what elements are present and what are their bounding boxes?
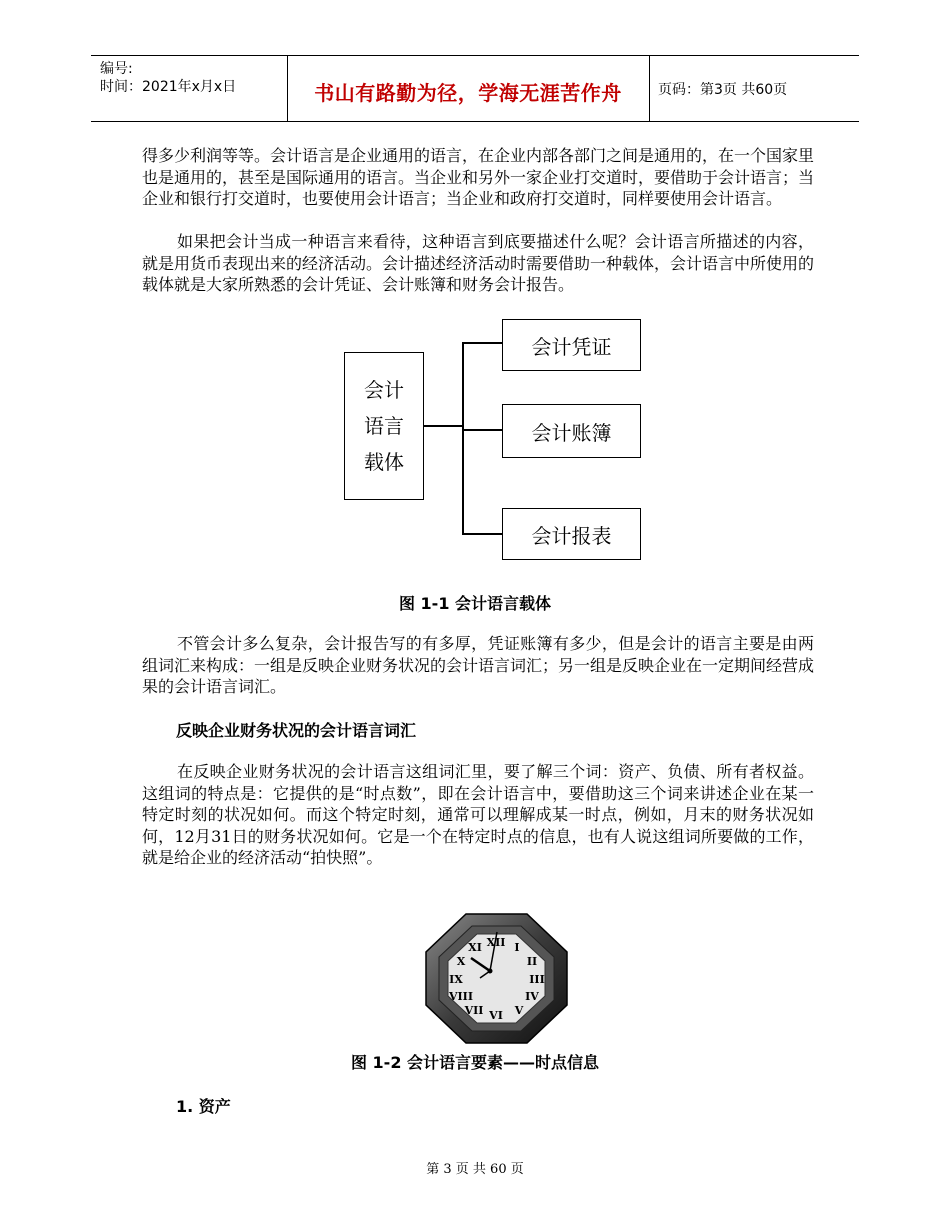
diagram-connector-branch-1 bbox=[462, 342, 503, 344]
svg-text:IX: IX bbox=[449, 973, 463, 986]
header-divider-right bbox=[649, 55, 650, 122]
header-bottom-rule bbox=[91, 121, 859, 122]
diagram-connector-vertical bbox=[462, 342, 464, 534]
svg-text:II: II bbox=[526, 955, 538, 968]
diagram-connector-branch-3 bbox=[462, 533, 503, 535]
diagram-main-line-1: 会计 bbox=[364, 378, 404, 402]
svg-text:XI: XI bbox=[468, 941, 482, 954]
diagram-box-ledgers: 会计账簿 bbox=[502, 404, 641, 458]
figure-2-caption: 图 1-2 会计语言要素——时点信息 bbox=[350, 1053, 600, 1072]
item-heading-assets: 1. 资产 bbox=[176, 1097, 231, 1116]
diagram-connector-branch-2 bbox=[462, 429, 503, 431]
diagram-connector-main bbox=[424, 425, 463, 427]
svg-text:VI: VI bbox=[489, 1009, 503, 1022]
diagram-box-reports: 会计报表 bbox=[502, 508, 641, 560]
svg-text:V: V bbox=[514, 1004, 524, 1017]
paragraph-4: 在反映企业财务状况的会计语言这组词汇里，要了解三个词：资产、负债、所有者权益。这组词的特点是：它提供的是“时点数”，即在会计语言中，要借助这三个词来讲述企业在某一特定时刻的状况如何。而这个特定时刻，通常可以理解成某一时点，例如，月末的财务状况如何，12月31日的财务状况如何。它是一个在特定时点的信息，也有人说这组词所要做的工作，就是给企业的经济活动“拍快照”。 bbox=[142, 762, 814, 868]
svg-text:I: I bbox=[514, 941, 520, 954]
svg-text:VIII: VIII bbox=[449, 990, 473, 1003]
clock-illustration bbox=[424, 912, 569, 1045]
svg-text:IV: IV bbox=[525, 990, 539, 1003]
section-heading: 反映企业财务状况的会计语言词汇 bbox=[176, 721, 417, 740]
header-page-info: 页码：第3页 共60页 bbox=[658, 82, 788, 98]
header-top-rule bbox=[91, 55, 859, 56]
header-left-block bbox=[100, 60, 236, 96]
figure-1-caption: 图 1-1 会计语言载体 bbox=[398, 594, 552, 613]
header-number-label: 编号: bbox=[100, 61, 133, 77]
diagram-box-vouchers: 会计凭证 bbox=[502, 319, 641, 371]
diagram-main-box bbox=[344, 352, 424, 500]
header-motto: 书山有路勤为径，学海无涯苦作舟 bbox=[314, 81, 622, 105]
paragraph-3: 不管会计多么复杂，会计报告写的有多厚，凭证账簿有多少，但是会计的语言主要是由两组词汇来构成：一组是反映企业财务状况的会计语言词汇；另一组是反映企业在一定期间经营成果的会计语言词汇。 bbox=[142, 634, 815, 697]
svg-text:VII: VII bbox=[464, 1004, 484, 1017]
diagram-main-line-2: 语言 bbox=[364, 414, 404, 438]
page-footer: 第 3 页 共 60 页 bbox=[426, 1162, 524, 1177]
header-time-label: 时间：2021年x月x日 bbox=[100, 79, 237, 95]
svg-text:X: X bbox=[456, 955, 466, 968]
svg-text:XII: XII bbox=[486, 936, 506, 949]
svg-text:III: III bbox=[529, 973, 545, 986]
paragraph-2: 如果把会计当成一种语言来看待，这种语言到底要描述什么呢？会计语言所描述的内容，就是用货币表现出来的经济活动。会计描述经济活动时需要借助一种载体，会计语言中所使用的载体就是大家所熟悉的会计凭证、会计账簿和财务会计报告。 bbox=[142, 232, 815, 295]
diagram-main-line-3: 载体 bbox=[364, 450, 404, 474]
paragraph-1: 得多少利润等等。会计语言是企业通用的语言，在企业内部各部门之间是通用的，在一个国家里也是通用的，甚至是国际通用的语言。当企业和另外一家企业打交道时，要借助于会计语言；当企业和银行打交道时，也要使用会计语言；当企业和政府打交道时，同样要使用会计语言。 bbox=[142, 146, 815, 209]
